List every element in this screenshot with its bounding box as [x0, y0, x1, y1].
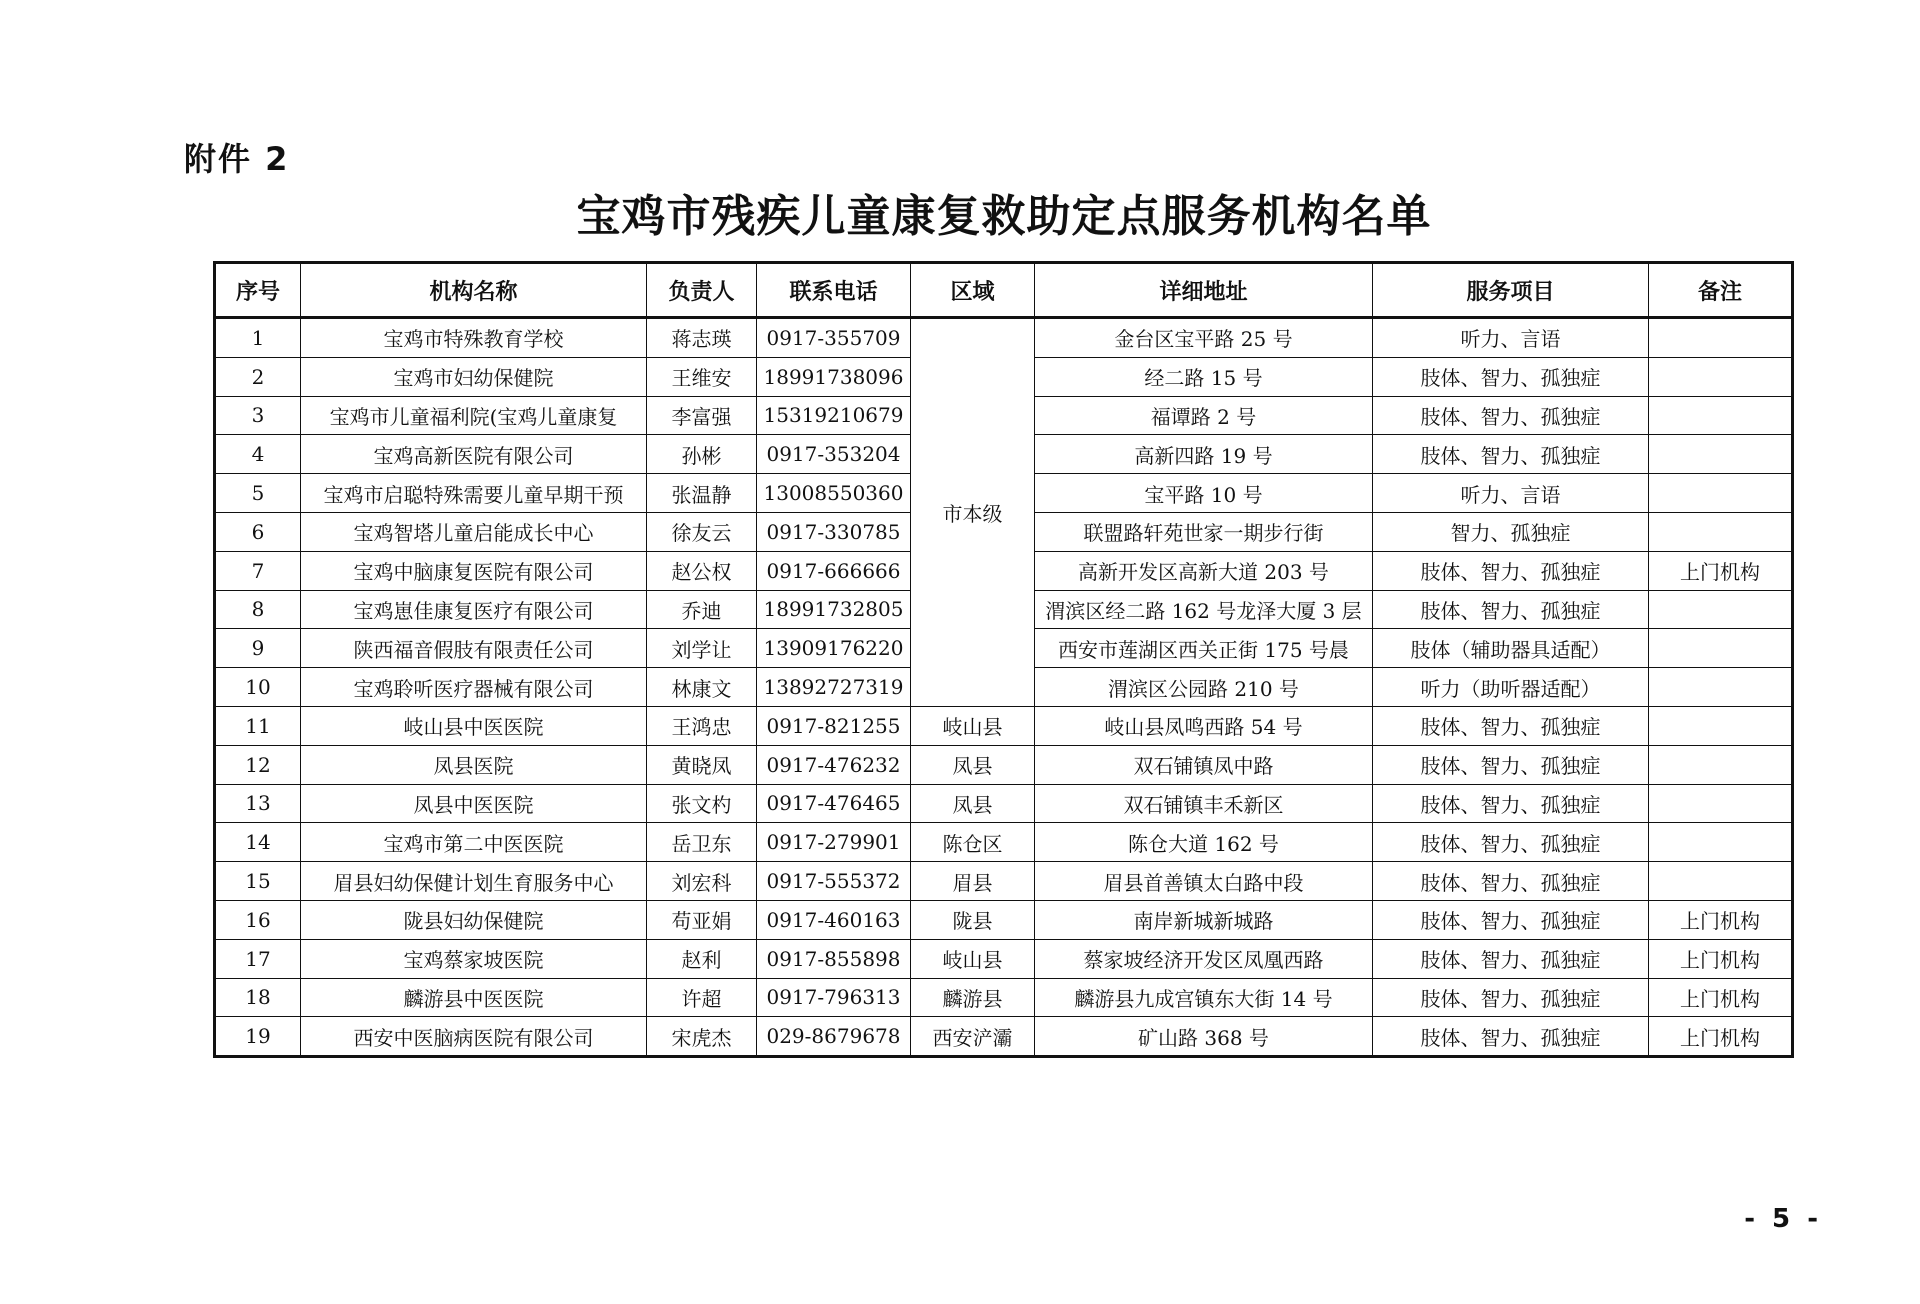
service-items-cell: 肢体、智力、孤独症 — [1373, 745, 1649, 784]
row-number-cell: 5 — [215, 474, 301, 513]
address-cell: 麟游县九成宫镇东大街 14 号 — [1035, 978, 1373, 1017]
service-items-cell: 肢体、智力、孤独症 — [1373, 551, 1649, 590]
service-items-cell: 肢体、智力、孤独症 — [1373, 590, 1649, 629]
address-cell: 岐山县凤鸣西路 54 号 — [1035, 706, 1373, 745]
service-items-cell: 肢体、智力、孤独症 — [1373, 978, 1649, 1017]
row-number-cell: 10 — [215, 668, 301, 707]
table-row — [215, 706, 1793, 745]
address-cell: 金台区宝平路 25 号 — [1035, 318, 1373, 358]
contact-person-cell: 苟亚娟 — [647, 900, 757, 939]
service-items-cell: 肢体、智力、孤独症 — [1373, 862, 1649, 901]
phone-number-cell: 18991738096 — [757, 357, 911, 396]
service-items-cell: 听力（助听器适配） — [1373, 668, 1649, 707]
contact-person-cell: 蒋志瑛 — [647, 318, 757, 358]
note-cell: 上门机构 — [1649, 939, 1793, 978]
phone-number-cell: 0917-796313 — [757, 978, 911, 1017]
address-cell: 渭滨区公园路 210 号 — [1035, 668, 1373, 707]
table-body — [215, 318, 1793, 1057]
service-items-cell: 肢体、智力、孤独症 — [1373, 784, 1649, 823]
note-cell: 上门机构 — [1649, 900, 1793, 939]
institution-name-cell: 岐山县中医医院 — [301, 706, 647, 745]
note-cell — [1649, 745, 1793, 784]
row-number-cell: 19 — [215, 1017, 301, 1057]
service-items-cell: 肢体、智力、孤独症 — [1373, 823, 1649, 862]
attachment-label: 附件 2 — [184, 140, 290, 178]
institution-name-cell: 宝鸡智塔儿童启能成长中心 — [301, 512, 647, 551]
row-number-cell: 16 — [215, 900, 301, 939]
table-row — [215, 318, 1793, 358]
address-cell: 陈仓大道 162 号 — [1035, 823, 1373, 862]
phone-number-cell: 0917-460163 — [757, 900, 911, 939]
note-cell — [1649, 318, 1793, 358]
address-cell: 宝平路 10 号 — [1035, 474, 1373, 513]
institution-name-cell: 宝鸡崽佳康复医疗有限公司 — [301, 590, 647, 629]
address-cell: 眉县首善镇太白路中段 — [1035, 862, 1373, 901]
row-number-cell: 13 — [215, 784, 301, 823]
phone-number-cell: 029-8679678 — [757, 1017, 911, 1057]
header-cell: 备注 — [1649, 263, 1793, 318]
region-cell: 陈仓区 — [911, 823, 1035, 862]
contact-person-cell: 李富强 — [647, 396, 757, 435]
header-cell: 机构名称 — [301, 263, 647, 318]
service-items-cell: 肢体、智力、孤独症 — [1373, 939, 1649, 978]
address-cell: 高新四路 19 号 — [1035, 435, 1373, 474]
address-cell: 西安市莲湖区西关正街 175 号晨 — [1035, 629, 1373, 668]
note-cell — [1649, 784, 1793, 823]
row-number-cell: 18 — [215, 978, 301, 1017]
note-cell — [1649, 512, 1793, 551]
institution-name-cell: 宝鸡聆听医疗器械有限公司 — [301, 668, 647, 707]
note-cell — [1649, 396, 1793, 435]
contact-person-cell: 张文杓 — [647, 784, 757, 823]
contact-person-cell: 许超 — [647, 978, 757, 1017]
address-cell: 南岸新城新城路 — [1035, 900, 1373, 939]
table-row — [215, 745, 1793, 784]
region-cell: 陇县 — [911, 900, 1035, 939]
phone-number-cell: 0917-279901 — [757, 823, 911, 862]
region-cell: 岐山县 — [911, 939, 1035, 978]
address-cell: 高新开发区高新大道 203 号 — [1035, 551, 1373, 590]
institution-name-cell: 凤县中医医院 — [301, 784, 647, 823]
note-cell — [1649, 823, 1793, 862]
phone-number-cell: 13008550360 — [757, 474, 911, 513]
region-cell: 眉县 — [911, 862, 1035, 901]
service-items-cell: 肢体、智力、孤独症 — [1373, 900, 1649, 939]
address-cell: 蔡家坡经济开发区凤凰西路 — [1035, 939, 1373, 978]
institution-table — [213, 261, 1794, 1058]
table-row — [215, 823, 1793, 862]
institution-name-cell: 宝鸡中脑康复医院有限公司 — [301, 551, 647, 590]
note-cell — [1649, 435, 1793, 474]
institution-name-cell: 宝鸡市第二中医医院 — [301, 823, 647, 862]
address-cell: 经二路 15 号 — [1035, 357, 1373, 396]
address-cell: 双石铺镇凤中路 — [1035, 745, 1373, 784]
table-row — [215, 1017, 1793, 1057]
phone-number-cell: 18991732805 — [757, 590, 911, 629]
row-number-cell: 8 — [215, 590, 301, 629]
row-number-cell: 6 — [215, 512, 301, 551]
contact-person-cell: 乔迪 — [647, 590, 757, 629]
header-cell: 服务项目 — [1373, 263, 1649, 318]
note-cell: 上门机构 — [1649, 1017, 1793, 1057]
phone-number-cell: 0917-666666 — [757, 551, 911, 590]
institution-name-cell: 宝鸡高新医院有限公司 — [301, 435, 647, 474]
note-cell: 上门机构 — [1649, 551, 1793, 590]
institution-name-cell: 宝鸡蔡家坡医院 — [301, 939, 647, 978]
contact-person-cell: 赵公权 — [647, 551, 757, 590]
contact-person-cell: 张温静 — [647, 474, 757, 513]
table-header-row — [215, 263, 1793, 318]
contact-person-cell: 黄晓凤 — [647, 745, 757, 784]
address-cell: 渭滨区经二路 162 号龙泽大厦 3 层 — [1035, 590, 1373, 629]
contact-person-cell: 宋虎杰 — [647, 1017, 757, 1057]
contact-person-cell: 王鸿忠 — [647, 706, 757, 745]
table-row — [215, 978, 1793, 1017]
service-items-cell: 智力、孤独症 — [1373, 512, 1649, 551]
header-cell: 负责人 — [647, 263, 757, 318]
region-cell: 凤县 — [911, 745, 1035, 784]
phone-number-cell: 0917-821255 — [757, 706, 911, 745]
service-items-cell: 听力、言语 — [1373, 474, 1649, 513]
row-number-cell: 12 — [215, 745, 301, 784]
row-number-cell: 14 — [215, 823, 301, 862]
header-cell: 联系电话 — [757, 263, 911, 318]
institution-name-cell: 凤县医院 — [301, 745, 647, 784]
row-number-cell: 4 — [215, 435, 301, 474]
row-number-cell: 11 — [215, 706, 301, 745]
institution-name-cell: 宝鸡市儿童福利院(宝鸡儿童康复 — [301, 396, 647, 435]
header-cell: 详细地址 — [1035, 263, 1373, 318]
row-number-cell: 1 — [215, 318, 301, 358]
table-row — [215, 939, 1793, 978]
address-cell: 福谭路 2 号 — [1035, 396, 1373, 435]
table-row — [215, 862, 1793, 901]
institution-name-cell: 宝鸡市特殊教育学校 — [301, 318, 647, 358]
contact-person-cell: 徐友云 — [647, 512, 757, 551]
note-cell — [1649, 668, 1793, 707]
row-number-cell: 17 — [215, 939, 301, 978]
phone-number-cell: 0917-330785 — [757, 512, 911, 551]
institution-name-cell: 麟游县中医医院 — [301, 978, 647, 1017]
address-cell: 双石铺镇丰禾新区 — [1035, 784, 1373, 823]
region-cell: 麟游县 — [911, 978, 1035, 1017]
address-cell: 矿山路 368 号 — [1035, 1017, 1373, 1057]
phone-number-cell: 0917-855898 — [757, 939, 911, 978]
institution-name-cell: 宝鸡市妇幼保健院 — [301, 357, 647, 396]
note-cell — [1649, 357, 1793, 396]
contact-person-cell: 林康文 — [647, 668, 757, 707]
document-title: 宝鸡市残疾儿童康复救助定点服务机构名单 — [576, 191, 1432, 242]
row-number-cell: 9 — [215, 629, 301, 668]
phone-number-cell: 0917-476232 — [757, 745, 911, 784]
region-cell: 西安浐灞 — [911, 1017, 1035, 1057]
row-number-cell: 7 — [215, 551, 301, 590]
note-cell — [1649, 474, 1793, 513]
institution-name-cell: 宝鸡市启聪特殊需要儿童早期干预 — [301, 474, 647, 513]
service-items-cell: 肢体、智力、孤独症 — [1373, 357, 1649, 396]
institution-name-cell: 陇县妇幼保健院 — [301, 900, 647, 939]
service-items-cell: 肢体（辅助器具适配） — [1373, 629, 1649, 668]
phone-number-cell: 0917-355709 — [757, 318, 911, 358]
page-number: - 5 - — [1744, 1204, 1822, 1234]
service-items-cell: 肢体、智力、孤独症 — [1373, 396, 1649, 435]
note-cell — [1649, 590, 1793, 629]
service-items-cell: 听力、言语 — [1373, 318, 1649, 358]
phone-number-cell: 0917-353204 — [757, 435, 911, 474]
address-cell: 联盟路轩苑世家一期步行街 — [1035, 512, 1373, 551]
region-cell: 岐山县 — [911, 706, 1035, 745]
phone-number-cell: 13909176220 — [757, 629, 911, 668]
phone-number-cell: 13892727319 — [757, 668, 911, 707]
header-cell: 区域 — [911, 263, 1035, 318]
contact-person-cell: 孙彬 — [647, 435, 757, 474]
table-row — [215, 900, 1793, 939]
region-cell: 市本级 — [911, 318, 1035, 707]
service-items-cell: 肢体、智力、孤独症 — [1373, 1017, 1649, 1057]
contact-person-cell: 岳卫东 — [647, 823, 757, 862]
institution-name-cell: 西安中医脑病医院有限公司 — [301, 1017, 647, 1057]
note-cell — [1649, 629, 1793, 668]
institution-name-cell: 陕西福音假肢有限责任公司 — [301, 629, 647, 668]
row-number-cell: 3 — [215, 396, 301, 435]
contact-person-cell: 赵利 — [647, 939, 757, 978]
contact-person-cell: 刘宏科 — [647, 862, 757, 901]
table-row — [215, 784, 1793, 823]
contact-person-cell: 刘学让 — [647, 629, 757, 668]
region-cell: 凤县 — [911, 784, 1035, 823]
header-cell: 序号 — [215, 263, 301, 318]
phone-number-cell: 0917-476465 — [757, 784, 911, 823]
service-items-cell: 肢体、智力、孤独症 — [1373, 706, 1649, 745]
contact-person-cell: 王维安 — [647, 357, 757, 396]
service-items-cell: 肢体、智力、孤独症 — [1373, 435, 1649, 474]
note-cell — [1649, 862, 1793, 901]
institution-name-cell: 眉县妇幼保健计划生育服务中心 — [301, 862, 647, 901]
note-cell — [1649, 706, 1793, 745]
row-number-cell: 2 — [215, 357, 301, 396]
note-cell: 上门机构 — [1649, 978, 1793, 1017]
row-number-cell: 15 — [215, 862, 301, 901]
phone-number-cell: 0917-555372 — [757, 862, 911, 901]
phone-number-cell: 15319210679 — [757, 396, 911, 435]
